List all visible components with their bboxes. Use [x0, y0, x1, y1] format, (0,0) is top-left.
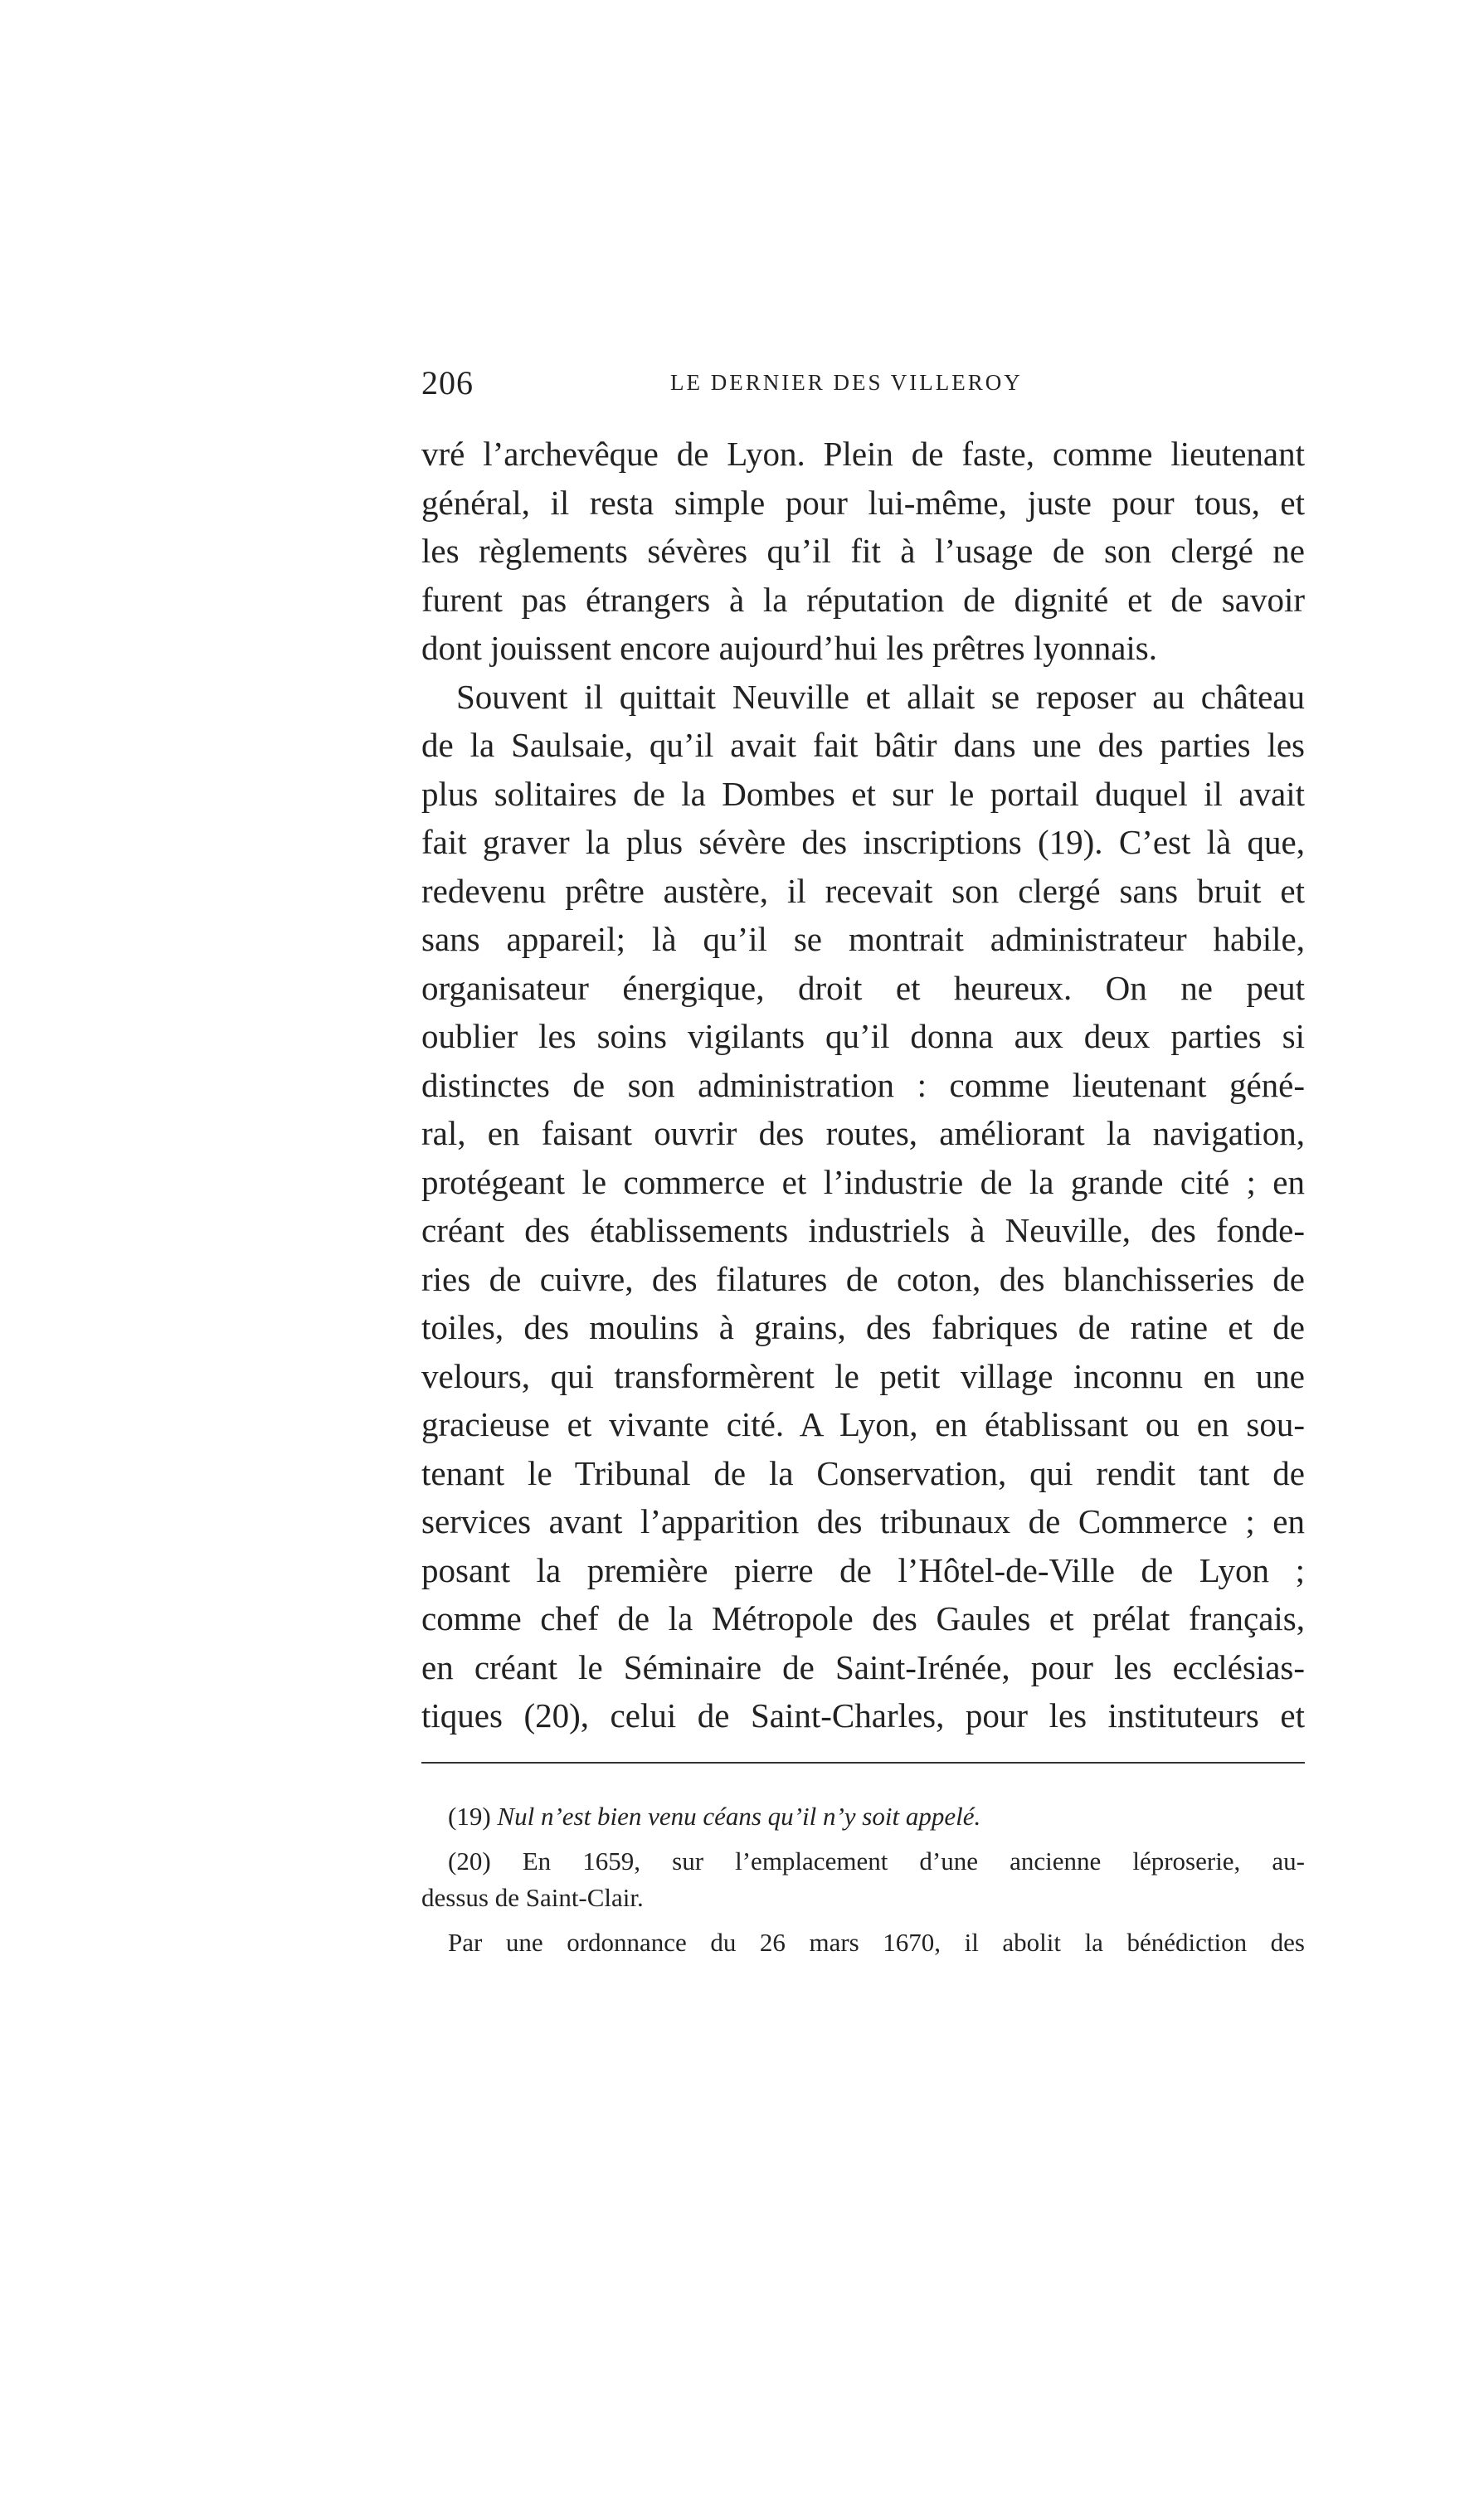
text-line: plus solitaires de la Dombes et sur le portail duquel il avait	[421, 774, 1305, 813]
footnote-divider	[421, 1762, 1305, 1764]
text-line: dont jouissent encore aujourd’hui les prêtres lyonnais.	[421, 629, 1157, 667]
footnote-19-number: (19)	[448, 1802, 491, 1831]
text-line: vré l’archevêque de Lyon. Plein de faste, comme lieutenant	[421, 435, 1305, 473]
text-line: redevenu prêtre austère, il recevait son clergé sans bruit et	[421, 871, 1305, 910]
text-line: créant des établissements industriels à Neuville, des fonde-	[421, 1211, 1305, 1249]
text-line: fait graver la plus sévère des inscriptions (19). C’est là que,	[421, 823, 1305, 861]
footnotes	[421, 1798, 1305, 1961]
page-header	[421, 363, 1305, 413]
text-line: posant la première pierre de l’Hôtel-de-Ville de Lyon ;	[421, 1550, 1305, 1589]
text-line: furent pas étrangers à la réputation de dignité et de savoir	[421, 580, 1305, 619]
text-line: de la Saulsaie, qu’il avait fait bâtir dans une des parties les	[421, 726, 1305, 764]
text-line: ral, en faisant ouvrir des routes, améliorant la navigation,	[421, 1114, 1305, 1152]
text-line: distinctes de son administration : comme lieutenant géné-	[421, 1065, 1305, 1104]
text-line: les règlements sévères qu’il fit à l’usage de son clergé ne	[421, 532, 1305, 570]
text-line: toiles, des moulins à grains, des fabriques de ratine et de	[421, 1308, 1305, 1346]
text-line: velours, qui transformèrent le petit village inconnu en une	[421, 1356, 1305, 1395]
text-line: en créant le Séminaire de Saint-Irénée, pour les ecclésias-	[421, 1647, 1305, 1686]
main-text	[421, 430, 1305, 1740]
page-number: 206	[421, 364, 474, 401]
text-line: ries de cuivre, des filatures de coton, des blanchisseries de	[421, 1259, 1305, 1298]
text-line: protégeant le commerce et l’industrie de la grande cité ; en	[421, 1162, 1305, 1201]
text-line: sans appareil; là qu’il se montrait administrateur habile,	[421, 920, 1305, 958]
text-line: organisateur énergique, droit et heureux. On ne peut	[421, 968, 1305, 1007]
text-line: gracieuse et vivante cité. A Lyon, en établissant ou en sou-	[421, 1405, 1305, 1443]
footnote-continuation: Par une ordonnance du 26 mars 1670, il abolit la bénédiction des	[448, 1928, 1305, 1957]
text-line: tiques (20), celui de Saint-Charles, pour les instituteurs et	[421, 1696, 1305, 1735]
footnote-20-line-1: (20) En 1659, sur l’emplacement d’une ancienne léproserie, au-	[448, 1846, 1305, 1876]
text-line: Souvent il quittait Neuville et allait se reposer au château	[456, 677, 1305, 716]
text-line: général, il resta simple pour lui-même, juste pour tous, et	[421, 483, 1305, 522]
text-line: services avant l’apparition des tribunaux de Commerce ; en	[421, 1502, 1305, 1540]
running-title: LE DERNIER DES VILLEROY	[670, 370, 1023, 395]
text-line: oublier les soins vigilants qu’il donna aux deux parties si	[421, 1017, 1305, 1055]
text-line: tenant le Tribunal de la Conservation, qui rendit tant de	[421, 1453, 1305, 1492]
text-line: comme chef de la Métropole des Gaules et prélat français,	[421, 1599, 1305, 1637]
footnote-19-text: Nul n’est bien venu céans qu’il n’y soit appelé.	[497, 1802, 981, 1831]
footnote-20-line-2: dessus de Saint-Clair.	[421, 1883, 644, 1912]
footnote-19	[421, 1798, 1305, 1835]
